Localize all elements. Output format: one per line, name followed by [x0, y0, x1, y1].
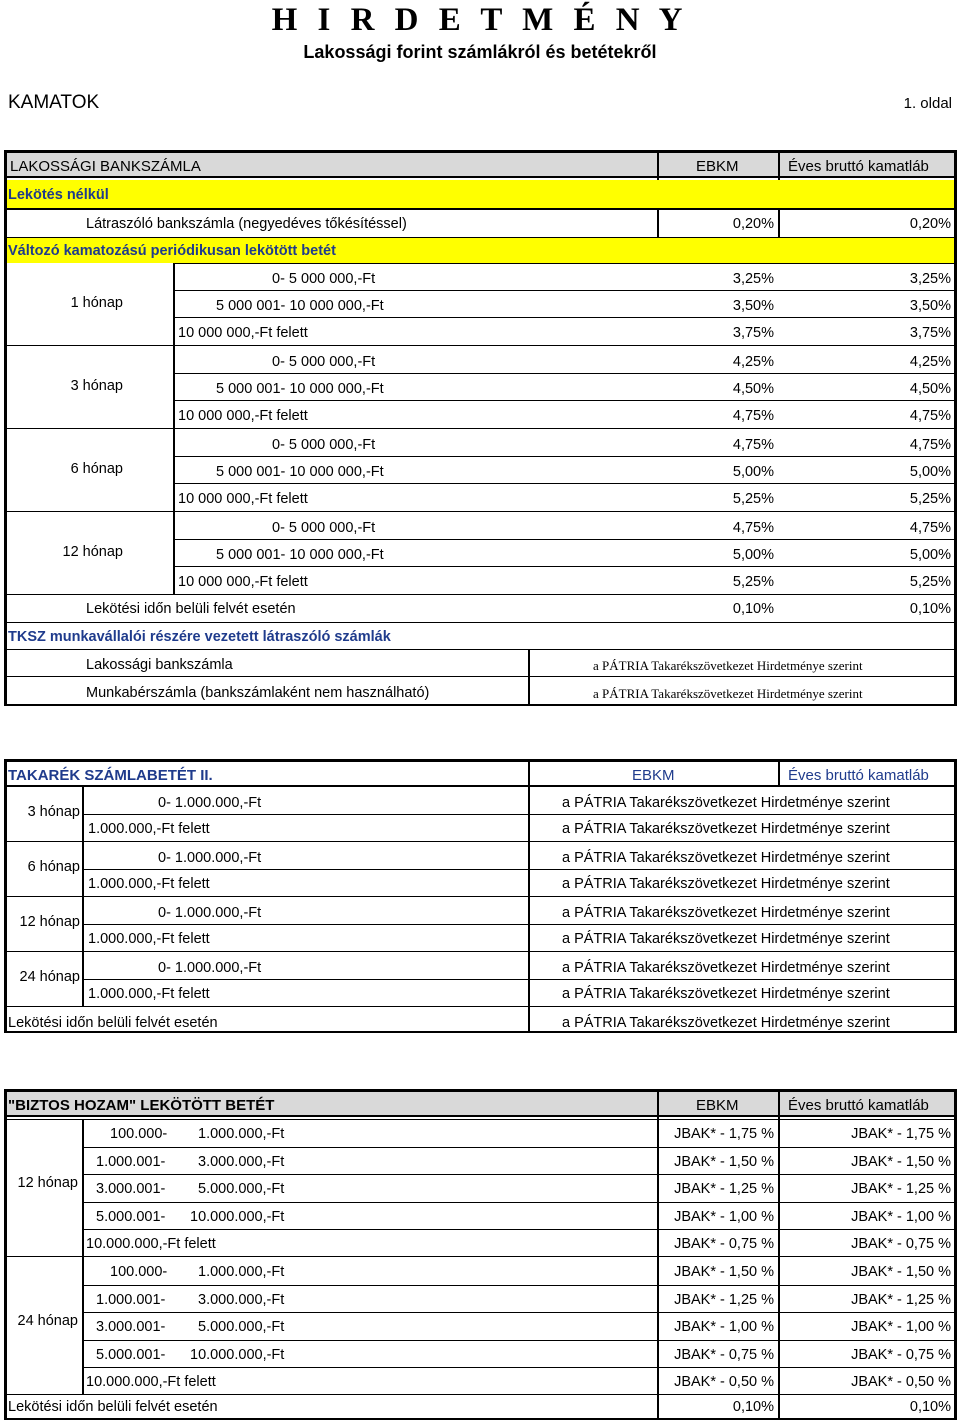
divider-line — [82, 1174, 957, 1175]
ebkm-cell: JBAK* - 1,25 % — [674, 1181, 774, 1197]
rate-cell: 5,25% — [909, 491, 951, 507]
range-to-cell: 3.000.000,-Ft — [198, 1291, 285, 1308]
period-label: 6 hónap — [27, 859, 80, 875]
divider-line — [4, 1031, 957, 1033]
divider-line — [4, 1256, 957, 1257]
divider-line — [4, 841, 957, 842]
range-cell: 1.000.000,-Ft felett — [88, 986, 210, 1002]
period-label: 1 hónap — [70, 295, 123, 311]
divider-line — [82, 1340, 957, 1341]
divider-line — [82, 924, 957, 925]
range-to-cell: 10.000.000,-Ft — [190, 1208, 285, 1225]
period-label: 24 hónap — [19, 969, 80, 985]
divider-line — [4, 208, 957, 210]
divider-line — [954, 1089, 957, 1420]
rate-cell: 5,25% — [909, 574, 951, 590]
divider-line — [657, 208, 659, 238]
rate-cell: 4,75% — [909, 520, 951, 536]
range-to-cell: 5.000.000,-Ft — [198, 1319, 285, 1335]
rate-cell: JBAK* - 0,75 % — [851, 1236, 951, 1252]
ebkm-cell: 4,50% — [732, 381, 774, 397]
divider-line — [528, 759, 530, 787]
range-cell: 0- 1.000.000,-Ft — [158, 960, 262, 976]
ebkm-cell: 5,00% — [732, 547, 774, 563]
col-ebkm-header: EBKM — [632, 767, 675, 784]
ebkm-cell: JBAK* - 0,50 % — [674, 1374, 774, 1390]
divider-line — [4, 237, 957, 238]
value-cell: a PÁTRIA Takarékszövetkezet Hirdetménye szerint — [562, 986, 890, 1002]
divider-line — [173, 483, 957, 484]
divider-line — [82, 869, 957, 870]
range-cell: 0- 5 000 000,-Ft — [272, 437, 376, 453]
rate-cell: JBAK* - 1,50 % — [851, 1264, 951, 1280]
range-cell: 0- 5 000 000,-Ft — [272, 520, 376, 536]
tksz-row-1-label: Lakossági bankszámla — [86, 657, 233, 673]
ebkm-cell: 3,50% — [732, 298, 774, 314]
divider-line — [82, 1285, 957, 1286]
range-cell: 10 000 000,-Ft felett — [178, 408, 308, 424]
range-cell: 0- 1.000.000,-Ft — [158, 850, 262, 866]
range-cell: 0- 5 000 000,-Ft — [272, 354, 376, 370]
value-cell: a PÁTRIA Takarékszövetkezet Hirdetménye szerint — [562, 795, 890, 811]
range-cell: 1.000.000,-Ft felett — [88, 821, 210, 837]
divider-line — [82, 814, 957, 815]
divider-line — [173, 456, 957, 457]
period-label: 12 hónap — [19, 914, 80, 930]
rate-cell: JBAK* - 1,50 % — [851, 1153, 951, 1170]
range-to-cell: 1.000.000,-Ft — [198, 1126, 285, 1142]
rate-cell: 5,00% — [909, 464, 951, 480]
ebkm-cell: JBAK* - 1,75 % — [674, 1126, 774, 1142]
divider-line — [4, 704, 957, 706]
table-title: TAKARÉK SZÁMLABETÉT II. — [8, 767, 213, 784]
period-label: 12 hónap — [62, 544, 123, 560]
range-cell: 0- 5 000 000,-Ft — [272, 271, 376, 287]
highlight-lekotes-nelkul — [4, 180, 956, 209]
range-cell: 10 000 000,-Ft felett — [178, 491, 308, 507]
divider-line — [82, 1229, 957, 1230]
range-from-cell: 100.000- — [110, 1264, 168, 1280]
ebkm-cell: 5,25% — [732, 574, 774, 590]
col-ebkm-header: EBKM — [696, 1097, 739, 1114]
divider-line — [4, 594, 957, 595]
value-cell: a PÁTRIA Takarékszövetkezet Hirdetménye szerint — [562, 876, 890, 892]
divider-line — [82, 979, 957, 980]
ebkm-cell: 4,75% — [732, 408, 774, 424]
period-label: 24 hónap — [17, 1313, 78, 1329]
divider-line — [778, 1089, 780, 1119]
divider-line — [173, 263, 957, 264]
divider-line — [173, 263, 175, 346]
divider-line — [778, 1119, 780, 1257]
rate-cell: 3,25% — [909, 271, 951, 287]
page-number: 1. oldal — [903, 95, 952, 112]
divider-line — [4, 896, 957, 897]
ebkm-cell: JBAK* - 1,00 % — [674, 1319, 774, 1335]
range-from-cell: 5.000.001- — [96, 1208, 166, 1225]
ebkm-cell: JBAK* - 1,00 % — [674, 1208, 774, 1225]
value-cell: a PÁTRIA Takarékszövetkezet Hirdetménye szerint — [562, 850, 890, 866]
tksz-row-2-label: Munkabérszámla (bankszámlaként nem használható) — [86, 685, 430, 701]
divider-line — [778, 150, 780, 180]
range-cell: 5 000 001- 10 000 000,-Ft — [216, 464, 384, 480]
range-from-cell: 100.000- — [110, 1126, 168, 1142]
tksz-row-2-value: a PÁTRIA Takarékszövetkezet Hirdetménye szerint — [593, 686, 863, 701]
divider-line — [82, 1312, 957, 1313]
rate-cell: JBAK* - 0,50 % — [851, 1374, 951, 1390]
range-cell: 0- 1.000.000,-Ft — [158, 795, 262, 811]
early-rate: 0,10% — [909, 1399, 951, 1415]
range-to-cell: 10.000.000,-Ft — [190, 1346, 285, 1363]
value-cell: a PÁTRIA Takarékszövetkezet Hirdetménye szerint — [562, 821, 890, 837]
divider-line — [82, 1257, 84, 1395]
range-from-cell: 3.000.001- — [96, 1181, 166, 1197]
divider-line — [82, 1119, 84, 1257]
range-cell: 1.000.000,-Ft felett — [88, 931, 210, 947]
divider-line — [4, 1418, 957, 1420]
divider-line — [4, 1394, 957, 1395]
divider-line — [4, 676, 957, 677]
divider-line — [657, 1089, 659, 1119]
divider-line — [778, 1257, 780, 1395]
range-cell: 5 000 001- 10 000 000,-Ft — [216, 298, 384, 314]
divider-line — [173, 539, 957, 540]
ebkm-cell: 4,25% — [732, 354, 774, 370]
range-cell: 0- 1.000.000,-Ft — [158, 905, 262, 921]
period-label: 12 hónap — [17, 1175, 78, 1191]
divider-line — [528, 650, 530, 676]
rate-cell: JBAK* - 1,25 % — [851, 1291, 951, 1308]
early-rate: 0,10% — [909, 601, 951, 617]
range-from-cell: 5.000.001- — [96, 1346, 166, 1363]
divider-line — [4, 1119, 957, 1120]
divider-line — [4, 951, 957, 952]
divider-line — [82, 1147, 957, 1148]
rate-cell: 4,75% — [909, 437, 951, 453]
ebkm-cell: JBAK* - 0,75 % — [674, 1346, 774, 1363]
divider-line — [4, 649, 957, 650]
range-from-cell: 3.000.001- — [96, 1319, 166, 1335]
rate-cell: JBAK* - 1,25 % — [851, 1181, 951, 1197]
divider-line — [82, 1367, 957, 1368]
ebkm-cell: 5,00% — [732, 464, 774, 480]
rate-cell: JBAK* - 1,00 % — [851, 1319, 951, 1335]
early-ebkm: 0,10% — [732, 601, 774, 617]
divider-line — [657, 1395, 659, 1420]
divider-line — [657, 1119, 659, 1257]
rate-cell: JBAK* - 1,75 % — [851, 1126, 951, 1142]
divider-line — [173, 512, 175, 595]
early-value: a PÁTRIA Takarékszövetkezet Hirdetménye szerint — [562, 1015, 890, 1031]
no-fix-label: Lekötés nélkül — [8, 187, 109, 203]
tksz-row-1-value: a PÁTRIA Takarékszövetkezet Hirdetménye szerint — [593, 658, 863, 673]
rate-cell: 3,50% — [909, 298, 951, 314]
divider-line — [657, 1257, 659, 1395]
range-from-cell: 10.000.000,-Ft felett — [86, 1374, 216, 1390]
value-cell: a PÁTRIA Takarékszövetkezet Hirdetménye szerint — [562, 960, 890, 976]
rate-cell: 4,25% — [909, 354, 951, 370]
sight-ebkm: 0,20% — [732, 216, 774, 232]
rate-cell: 3,75% — [909, 325, 951, 341]
variable-label: Változó kamatozású periódikusan lekötött betét — [8, 243, 336, 259]
ebkm-cell: 3,25% — [732, 271, 774, 287]
section-label: KAMATOK — [8, 92, 100, 113]
col-rate-header: Éves bruttó kamatláb — [788, 158, 929, 175]
divider-line — [657, 150, 659, 180]
ebkm-cell: 4,75% — [732, 520, 774, 536]
range-from-cell: 1.000.001- — [96, 1153, 166, 1170]
divider-line — [4, 1089, 7, 1420]
range-cell: 10 000 000,-Ft felett — [178, 574, 308, 590]
ebkm-cell: JBAK* - 1,25 % — [674, 1291, 774, 1308]
period-label: 3 hónap — [27, 804, 80, 820]
divider-line — [4, 1006, 957, 1007]
rate-cell: 4,50% — [909, 381, 951, 397]
range-from-cell: 10.000.000,-Ft felett — [86, 1236, 216, 1252]
col-rate-header: Éves bruttó kamatláb — [788, 1097, 929, 1114]
sight-rate: 0,20% — [909, 216, 951, 232]
table-title: LAKOSSÁGI BANKSZÁMLA — [10, 158, 201, 175]
ebkm-cell: JBAK* - 0,75 % — [674, 1236, 774, 1252]
ebkm-cell: JBAK* - 1,50 % — [674, 1153, 774, 1170]
divider-line — [528, 1006, 530, 1032]
range-to-cell: 5.000.000,-Ft — [198, 1181, 285, 1197]
ebkm-cell: 4,75% — [732, 437, 774, 453]
divider-line — [4, 511, 957, 512]
ebkm-cell: 3,75% — [732, 325, 774, 341]
divider-line — [778, 759, 780, 787]
value-cell: a PÁTRIA Takarékszövetkezet Hirdetménye szerint — [562, 905, 890, 921]
divider-line — [778, 208, 780, 238]
divider-line — [173, 566, 957, 567]
rate-cell: JBAK* - 1,00 % — [851, 1208, 951, 1225]
table-title: "BIZTOS HOZAM" LEKÖTÖTT BETÉT — [8, 1097, 275, 1114]
range-cell: 5 000 001- 10 000 000,-Ft — [216, 381, 384, 397]
range-from-cell: 1.000.001- — [96, 1291, 166, 1308]
early-label: Lekötési időn belüli felvét esetén — [86, 601, 296, 617]
value-cell: a PÁTRIA Takarékszövetkezet Hirdetménye szerint — [562, 931, 890, 947]
early-label: Lekötési időn belüli felvét esetén — [8, 1015, 218, 1031]
period-label: 6 hónap — [70, 461, 123, 477]
range-to-cell: 3.000.000,-Ft — [198, 1153, 285, 1170]
ebkm-cell: 5,25% — [732, 491, 774, 507]
divider-line — [173, 346, 175, 429]
divider-line — [173, 317, 957, 318]
ebkm-cell: JBAK* - 1,50 % — [674, 1264, 774, 1280]
document-subtitle: Lakossági forint számlákról és betétekről — [303, 42, 657, 62]
rate-cell: 4,75% — [909, 408, 951, 424]
divider-line — [4, 428, 957, 429]
col-rate-header: Éves bruttó kamatláb — [788, 767, 929, 784]
document-title: H I R D E T M É N Y — [271, 2, 689, 38]
col-ebkm-header: EBKM — [696, 158, 739, 175]
divider-line — [173, 400, 957, 401]
early-label: Lekötési időn belüli felvét esetén — [8, 1399, 218, 1415]
range-to-cell: 1.000.000,-Ft — [198, 1264, 285, 1280]
early-ebkm: 0,10% — [732, 1399, 774, 1415]
period-label: 3 hónap — [70, 378, 123, 394]
divider-line — [173, 429, 175, 512]
rate-cell: 5,00% — [909, 547, 951, 563]
divider-line — [4, 345, 957, 346]
divider-line — [778, 1395, 780, 1420]
divider-line — [173, 373, 957, 374]
range-cell: 5 000 001- 10 000 000,-Ft — [216, 547, 384, 563]
range-cell: 10 000 000,-Ft felett — [178, 325, 308, 341]
sight-label: Látraszóló bankszámla (negyedéves tőkésítéssel) — [86, 216, 407, 232]
tksz-label: TKSZ munkavállalói részére vezetett látraszóló számlák — [8, 629, 391, 645]
divider-line — [173, 290, 957, 291]
divider-line — [82, 1202, 957, 1203]
divider-line — [4, 622, 957, 623]
range-cell: 1.000.000,-Ft felett — [88, 876, 210, 892]
rate-cell: JBAK* - 0,75 % — [851, 1346, 951, 1363]
